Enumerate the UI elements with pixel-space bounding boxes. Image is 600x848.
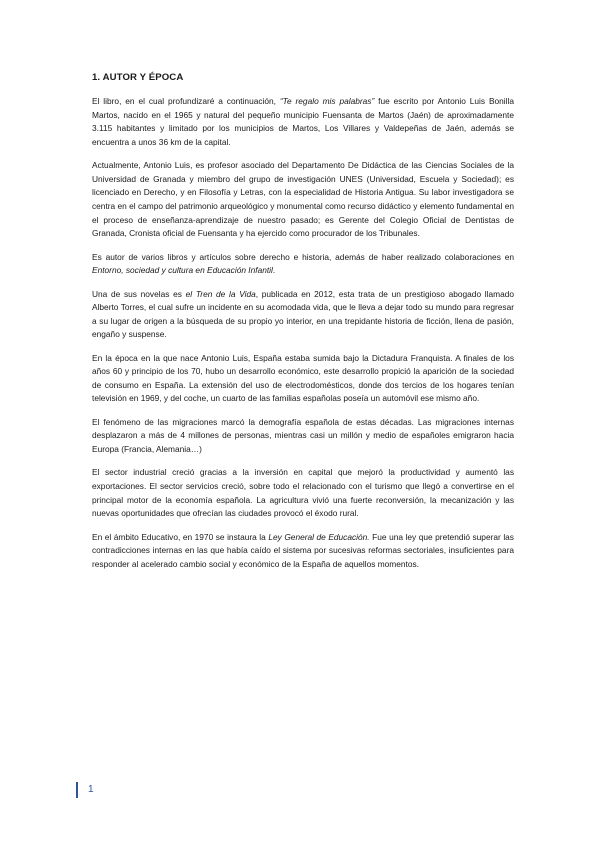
paragraph-text: Una de sus novelas es: [92, 288, 186, 299]
law-title: Ley General de Educación.: [268, 531, 370, 542]
footer-accent-bar: [76, 782, 78, 798]
paragraph-text: fue escrito por Antonio Luis Bonilla Martos, nacido en el 1965 y natural del pequeño municipio Fuensanta de Martos (Jaén) de aproximadamente 3.115 habitantes y limitado por los municipios de Martos, Los Villares y Valdepeñas de Jaén, además se encuentra a unos 36 km de la capital.: [92, 96, 514, 147]
paragraph-text: En el ámbito Educativo, en 1970 se instaura la: [92, 531, 269, 542]
paragraph-author-career: Actualmente, Antonio Luis, es profesor asociado del Departamento De Didáctica de las Ciencias Sociales de la Universidad de Granada y miembro del grupo de investigación UNES (Universidad, Escuela y Sociedad); es licenciado en Derecho, y en Filosofía y Letras, con la especialidad de Historia Antigua. Su labor investigadora se centra en el campo del patrimonio arqueológico y monumental como recurso didáctico y elemento fundamental en el proceso de enseñanza-aprendizaje de nuestro pasado; es Gerente del Colegio Oficial de Dentistas de Granada, Cronista oficial de Fuensanta y ha ejercido como procurador de los Tribunales.: [92, 160, 514, 239]
paragraph-author-intro: [92, 95, 514, 149]
paragraph-text: Es autor de varios libros y artículos sobre derecho e historia, además de haber realizado colaboraciones en: [92, 251, 514, 262]
publication-title: Entorno, sociedad y cultura en Educación Infantil: [92, 265, 273, 276]
paragraph-text: Fue una ley que pretendió superar las contradicciones internas en las que había caído el sistema por sucesivas reformas sectoriales, insuficientes para responder al acelerado cambio social y económico de la España de aquellos momentos.: [92, 531, 514, 569]
paragraph-novel: [92, 288, 514, 342]
paragraph-author-works: [92, 251, 514, 278]
paragraph-migrations: El fenómeno de las migraciones marcó la demografía española de estas décadas. Las migraciones internas desplazaron a más de 4 millones de personas, mientras casi un millón y medio de españoles emigraron hacia Europa (Francia, Alemania…): [92, 416, 514, 455]
novel-title: el Tren de la Vida: [185, 288, 256, 299]
paragraph-text: .: [272, 265, 276, 276]
paragraph-economy: El sector industrial creció gracias a la inversión en capital que mejoró la productividad y aumentó las exportaciones. El sector servicios creció, sobre todo el relacionado con el turismo que llegó a convertirse en el principal motor de la economía española. La agricultura vivió una fuerte reconversión, la mecanización y las nuevas oportunidades que ofrecían las ciudades provocó el éxodo rural.: [92, 467, 514, 519]
paragraph-education: [92, 531, 514, 572]
page-content: [92, 72, 514, 581]
paragraph-text: , publicada en 2012, esta trata de un prestigioso abogado llamado Alberto Torres, el cual sufre un incidente en su acomodada vida, que le lleva a dejar todo su mundo para regresar a su lugar de origen a la búsqueda de su propio yo interior, en una trepidante historia de ficción, llena de pasión, engaño y suspense.: [92, 288, 514, 340]
section-heading: 1. AUTOR Y ÉPOCA: [92, 72, 184, 83]
book-title: “Te regalo mis palabras”: [279, 96, 375, 106]
paragraph-text: El libro, en el cual profundizaré a continuación,: [92, 96, 280, 106]
page-number: 1: [88, 784, 94, 795]
paragraph-historical-context: En la época en la que nace Antonio Luis, España estaba sumida bajo la Dictadura Franquista. A finales de los años 60 y principio de los 70, hubo un desarrollo económico, este desarrollo propició la aparición de la sociedad de consumo en España. La extensión del uso de electrodomésticos, donde dos tercios de los hogares tenían televisión en 1969, y del coche, un cuarto de las familias españolas poseía un automóvil ese mismo año.: [92, 352, 514, 404]
